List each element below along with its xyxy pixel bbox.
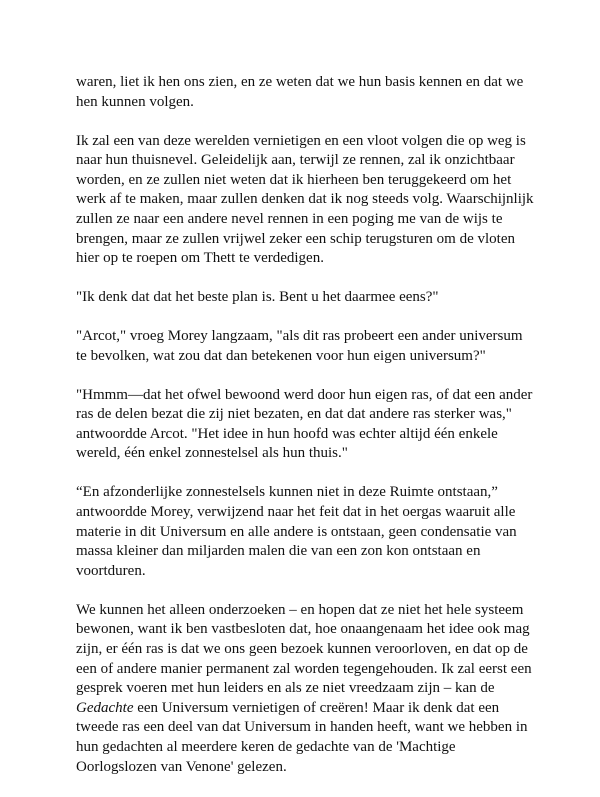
text-line: zullen ze naar een andere nevel rennen in een poging me van de wijs te	[76, 210, 503, 227]
paragraph-7	[76, 601, 538, 777]
paragraph-5	[76, 386, 538, 464]
paragraph-4	[76, 327, 538, 366]
text-line: Oorlogslozen van Venone' gelezen.	[76, 758, 287, 775]
text-line: Ik zal een van deze werelden vernietigen en een vloot volgen die op weg is	[76, 132, 526, 149]
text-line: "Arcot," vroeg Morey langzaam, "als dit ras probeert een ander universum	[76, 328, 523, 345]
text-line: een of andere manier permanent zal worden tegengehouden. Ik zal eerst een	[76, 660, 532, 677]
text-line: bewonen, want ik ben vastbesloten dat, hoe onaangenaam het idee ook mag	[76, 621, 530, 638]
text-line: We kunnen het alleen onderzoeken – en hopen dat ze niet het hele systeem	[76, 601, 524, 618]
text-line: massa kleiner dan miljarden malen die van een zon kon ontstaan en	[76, 543, 481, 560]
text-line: hen kunnen volgen.	[76, 93, 194, 110]
text-line: werk af te maken, maar zullen denken dat ik nog steeds volg. Waarschijnlijk	[76, 191, 534, 208]
text-line: waren, liet ik hen ons zien, en ze weten dat we hun basis kennen en dat we	[76, 74, 524, 90]
text-line: ras de delen bezat die zij niet bezaten, en dat dat andere ras sterker was,"	[76, 406, 512, 423]
text-line: te bevolken, wat zou dat dan betekenen voor hun eigen universum?"	[76, 347, 486, 364]
text-line: “En afzonderlijke zonnestelsels kunnen niet in deze Ruimte ontstaan,”	[76, 484, 498, 501]
text-line: "Hmmm—dat het ofwel bewoond werd door hun eigen ras, of dat een ander	[76, 386, 533, 403]
text-line: materie in dit Universum en alle andere is ontstaan, geen condensatie van	[76, 523, 517, 540]
text-line: een Universum vernietigen of creëren! Maar ik denk dat een	[133, 699, 500, 716]
text-line: hun gedachten al meerdere keren de gedachte van de 'Machtige	[76, 738, 456, 755]
italic-word: Gedachte	[76, 699, 134, 716]
text-line: tweede ras een deel van dat Universum in handen heeft, want we hebben in	[76, 719, 528, 736]
paragraph-3	[76, 288, 538, 308]
text-line: antwoordde Morey, verwijzend naar het feit dat in het oergas waaruit alle	[76, 504, 516, 521]
text-line: brengen, maar ze zullen vrijwel zeker een schip terugsturen om de vloten	[76, 230, 515, 247]
document-page	[76, 73, 538, 797]
text-line: hier op te roepen om Thett te verdedigen.	[76, 250, 324, 267]
text-line: worden, en ze zullen niet weten dat ik hierheen ben teruggekeerd om het	[76, 171, 512, 188]
text-line: zijn, er één ras is dat we ons geen bezoek kunnen veroorloven, en dat op de	[76, 641, 528, 657]
paragraph-1	[76, 73, 538, 112]
text-line: naar hun thuisnevel. Geleidelijk aan, terwijl ze rennen, zal ik onzichtbaar	[76, 152, 515, 169]
paragraph-2	[76, 132, 538, 269]
text-line: antwoordde Arcot. "Het idee in hun hoofd was echter altijd één enkele	[76, 425, 498, 442]
text-line: gesprek voeren met hun leiders en als ze niet vreedzaam zijn – kan de	[76, 680, 495, 697]
text-line: voortduren.	[76, 562, 146, 579]
text-line: "Ik denk dat dat het beste plan is. Bent u het daarmee eens?"	[76, 289, 439, 306]
paragraph-6	[76, 483, 538, 581]
text-line: wereld, één enkel zonnestelsel als hun thuis."	[76, 445, 348, 462]
